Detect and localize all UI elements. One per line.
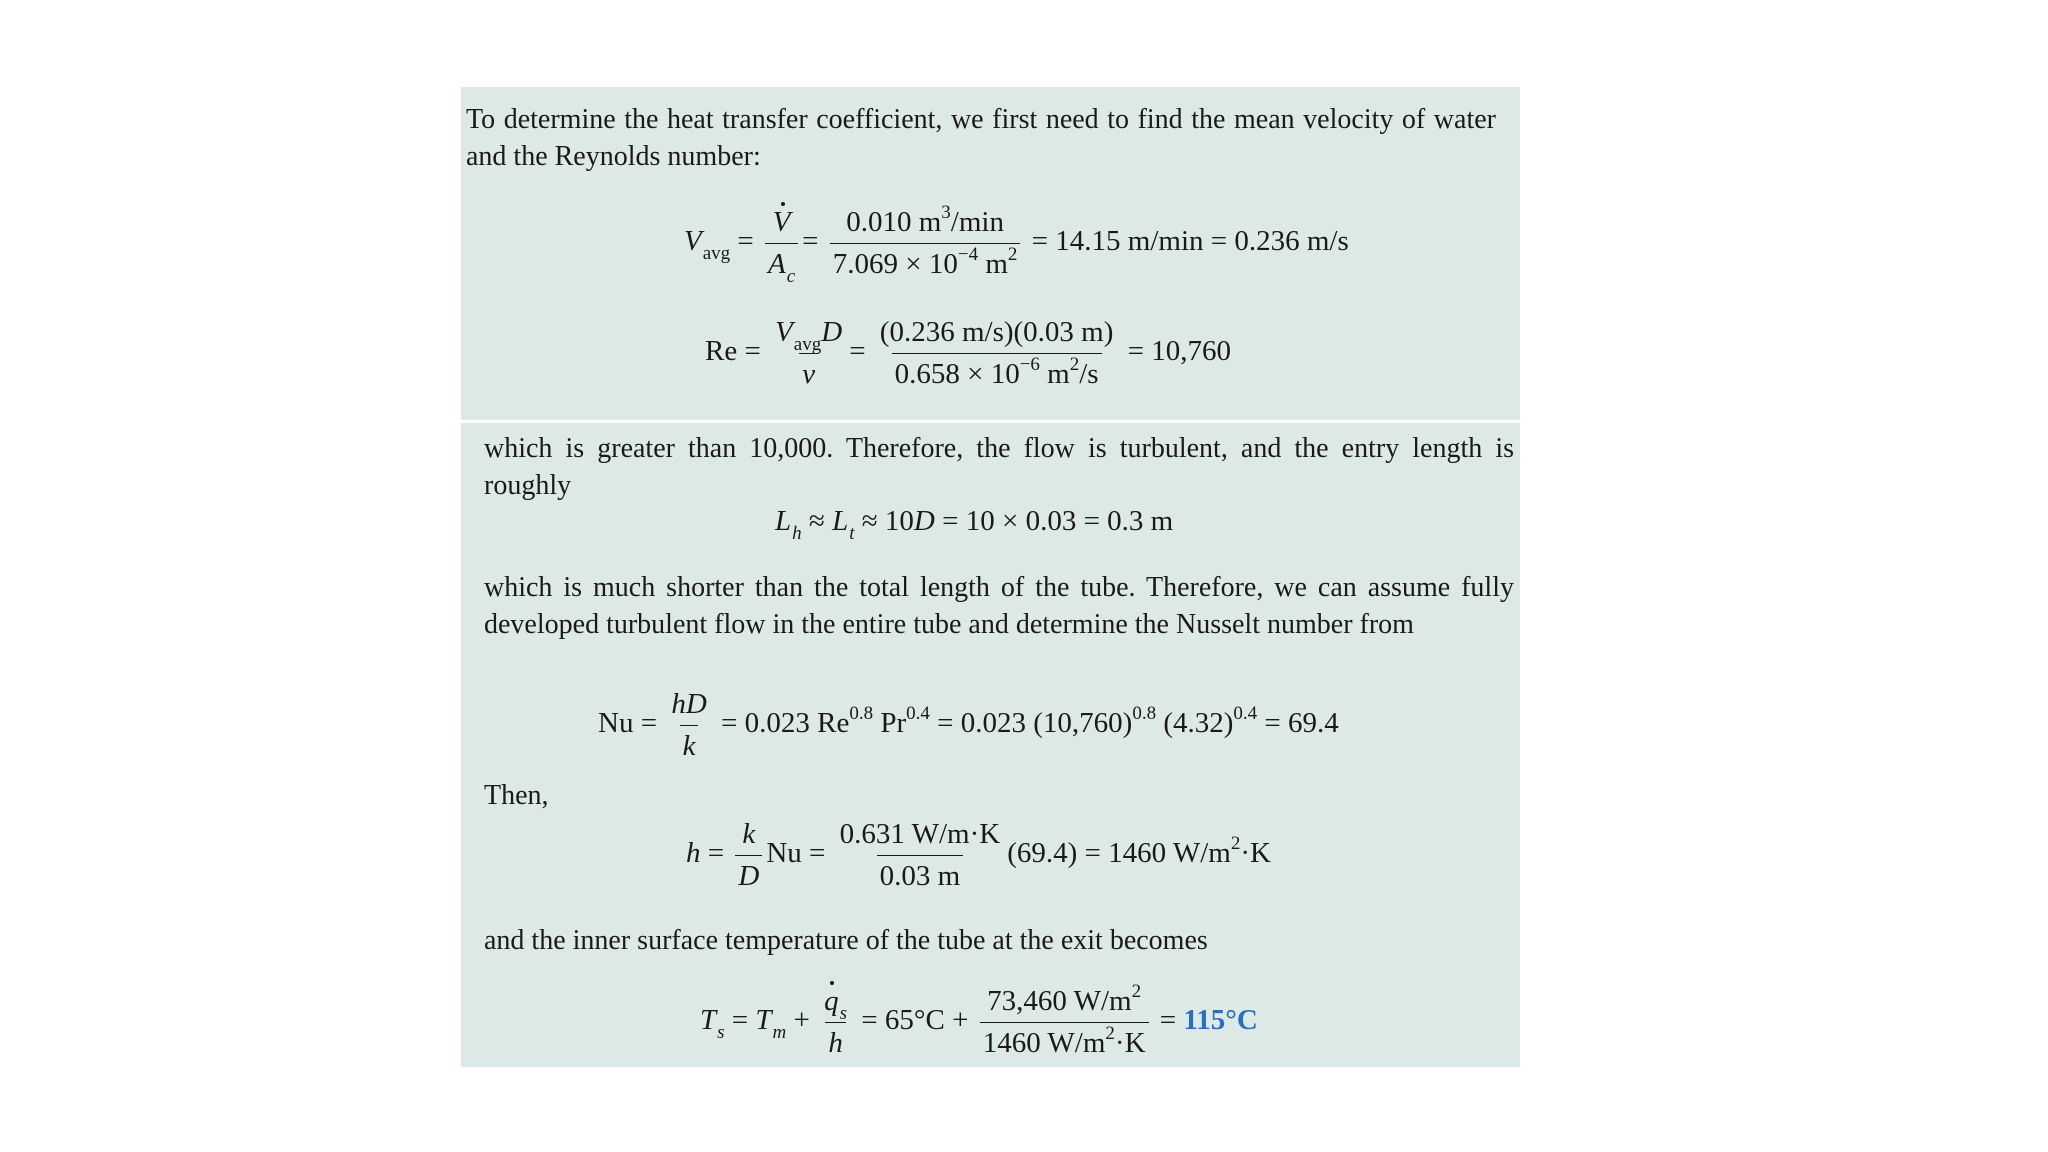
surface-temperature-paragraph: and the inner surface temperature of the tube at the exit becomes [484,925,1208,956]
then-label: Then, [484,780,549,811]
velocity-value-fraction: $\frac{0.010 m^3/\min}{7.069 \times 10^{-4} m^2}$ [830,208,1021,279]
nusselt-fraction: $\frac{hD}{k}$ [671,688,707,762]
flow-over-area-fraction: $\frac{V}{A_c}$ [765,208,798,279]
velocity-result: = 14.15 m/min = 0.236 m/s [1031,225,1349,258]
reynolds-equation: Re = $\frac{V_{avg}D}{\nu}$ = $\frac{(0.236 m/s)(0.03 m)}{0.658 \times 10^{-6} m^2/s}$ = 10,760 [705,316,1231,390]
k-over-d-fraction: $\frac{k}{D}$ [735,820,762,891]
nusselt-equation: Nu = $\frac{hD}{k}$ = 0.023 $Re^{0.8}$ $Pr^{0.4} = 0.023$ $(10,760)^{0.8}$ $(4.32)^{0.4} = 69.4$ [598,688,1339,762]
reynolds-symbol-fraction: $\frac{V_{avg}D}{\nu}$ [775,316,843,390]
ts-value-fraction: $\frac{73,460 W/m^2}{1460 W/m^2\cdot K}$ [980,987,1149,1058]
reynolds-result: = 10,760 [1127,335,1231,368]
surface-temperature-equation: $T_s = T_m$ + $\frac{q_s}{h}$ = 65°C + $\frac{73,460 W/m^2}{1460 W/m^2\cdot K}$ = 115°C [700,981,1258,1059]
final-result-temperature: 115°C [1183,1004,1258,1037]
turbulent-paragraph: which is greater than 10,000. Therefore, the flow is turbulent, and the entry length is roughly [484,433,1514,501]
q-over-h-fraction: $\frac{q_s}{h}$ [824,985,848,1059]
h-value-fraction: $\frac{0.631 W/m\cdot K}{0.03 m}$ [839,818,1001,892]
heat-transfer-coefficient-equation: h = $\frac{k}{D}$ Nu = $\frac{0.631 W/m\cdot K}{0.03 m}$ (69.4) = 1460 $W/m^2\cdot K$ [686,818,1271,892]
reynolds-value-fraction: $\frac{(0.236 m/s)(0.03 m)}{0.658 \times 10^{-6} m^2/s}$ [879,316,1114,390]
velocity-equation: $V_{avg}$ = $\frac{V}{A_c}$ = $\frac{0.010 m^3/\min}{7.069 \times 10^{-4} m^2}$ = 14.15 m/min = 0.236 m/s [684,202,1349,287]
entry-length-equation: $L_h \approx L_t \approx 10D = 10 \times 0.03 = 0.3$ m [775,505,1174,544]
developed-flow-paragraph: which is much shorter than the total length of the tube. Therefore, we can assume fully developed turbulent flow in the entire tube and determine the Nusselt number from [484,572,1514,640]
intro-paragraph: To determine the heat transfer coefficient, we first need to find the mean velocity of water and the Reynolds number: [466,104,1496,172]
